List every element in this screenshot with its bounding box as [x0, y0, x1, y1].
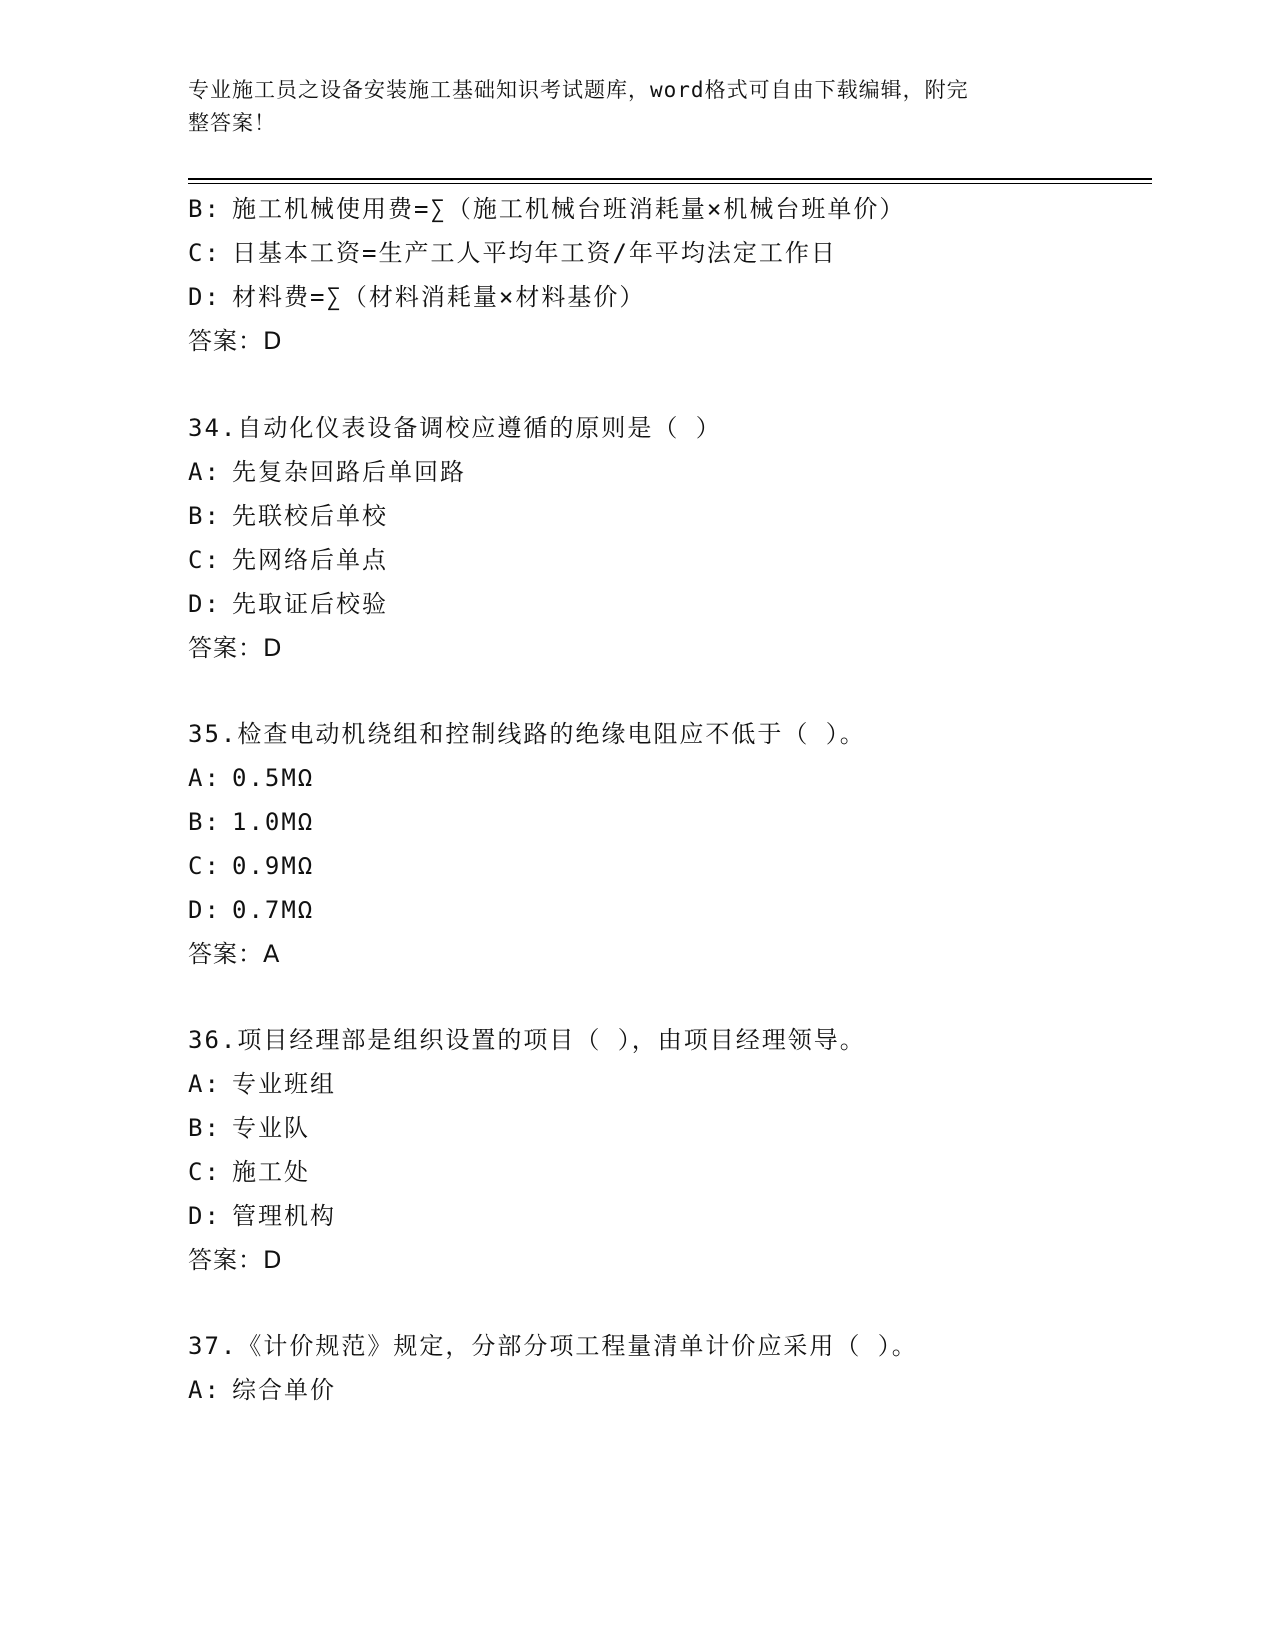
option-letter: C: [188, 546, 221, 574]
option-b [188, 193, 905, 225]
option-text: 施工机械使用费=∑（施工机械台班消耗量×机械台班单价） [232, 195, 906, 223]
option-text: 材料费=∑（材料消耗量×材料基价） [232, 283, 646, 311]
header-divider-thick [188, 178, 1152, 180]
option-letter: C: [188, 852, 221, 880]
option-letter: D: [188, 1202, 221, 1230]
option-text: 专业队 [232, 1114, 310, 1142]
option-letter: B: [188, 1114, 221, 1142]
option-text: 0.5MΩ [232, 764, 315, 792]
option-b [188, 1112, 310, 1144]
option-letter: A: [188, 458, 221, 486]
option-text: 日基本工资=生产工人平均年工资/年平均法定工作日 [232, 239, 837, 267]
option-d [188, 894, 314, 926]
option-c [188, 237, 837, 269]
option-text: 先联校后单校 [232, 502, 388, 530]
answer-line: 答案：D [188, 1246, 283, 1274]
option-a [188, 1068, 336, 1100]
answer-line: 答案：A [188, 940, 281, 968]
answer-line: 答案：D [188, 634, 283, 662]
option-text: 综合单价 [232, 1376, 336, 1404]
question-stem: 37.《计价规范》规定，分部分项工程量清单计价应采用（ ）。 [188, 1332, 918, 1360]
question-stem: 36.项目经理部是组织设置的项目（ ），由项目经理领导。 [188, 1026, 866, 1054]
option-text: 先复杂回路后单回路 [232, 458, 466, 486]
option-letter: B: [188, 808, 221, 836]
option-text: 先网络后单点 [232, 546, 388, 574]
header-line-2: 整答案！ [188, 111, 276, 135]
question-stem: 34.自动化仪表设备调校应遵循的原则是（ ） [188, 414, 722, 442]
option-d [188, 281, 645, 313]
question-stem: 35.检查电动机绕组和控制线路的绝缘电阻应不低于（ ）。 [188, 720, 866, 748]
option-letter: C: [188, 1158, 221, 1186]
option-d [188, 1200, 336, 1232]
option-text: 管理机构 [232, 1202, 336, 1230]
option-letter: D: [188, 590, 221, 618]
document-header [188, 74, 1068, 140]
option-letter: A: [188, 764, 221, 792]
option-c [188, 850, 314, 882]
header-divider-thin [188, 183, 1152, 184]
option-b [188, 500, 388, 532]
option-letter: C: [188, 239, 221, 267]
option-text: 施工处 [232, 1158, 310, 1186]
option-a [188, 456, 466, 488]
option-text: 0.9MΩ [232, 852, 315, 880]
option-text: 0.7MΩ [232, 896, 315, 924]
option-letter: B: [188, 195, 221, 223]
option-text: 先取证后校验 [232, 590, 388, 618]
option-letter: A: [188, 1070, 221, 1098]
option-letter: D: [188, 896, 221, 924]
option-c [188, 544, 388, 576]
option-text: 1.0MΩ [232, 808, 315, 836]
option-a [188, 762, 314, 794]
header-line-1: 专业施工员之设备安装施工基础知识考试题库，word格式可自由下载编辑，附完 [188, 78, 969, 102]
option-a [188, 1374, 336, 1406]
answer-line: 答案：D [188, 327, 283, 355]
option-text: 专业班组 [232, 1070, 336, 1098]
option-letter: D: [188, 283, 221, 311]
option-c [188, 1156, 310, 1188]
option-b [188, 806, 314, 838]
option-letter: B: [188, 502, 221, 530]
option-letter: A: [188, 1376, 221, 1404]
option-d [188, 588, 388, 620]
